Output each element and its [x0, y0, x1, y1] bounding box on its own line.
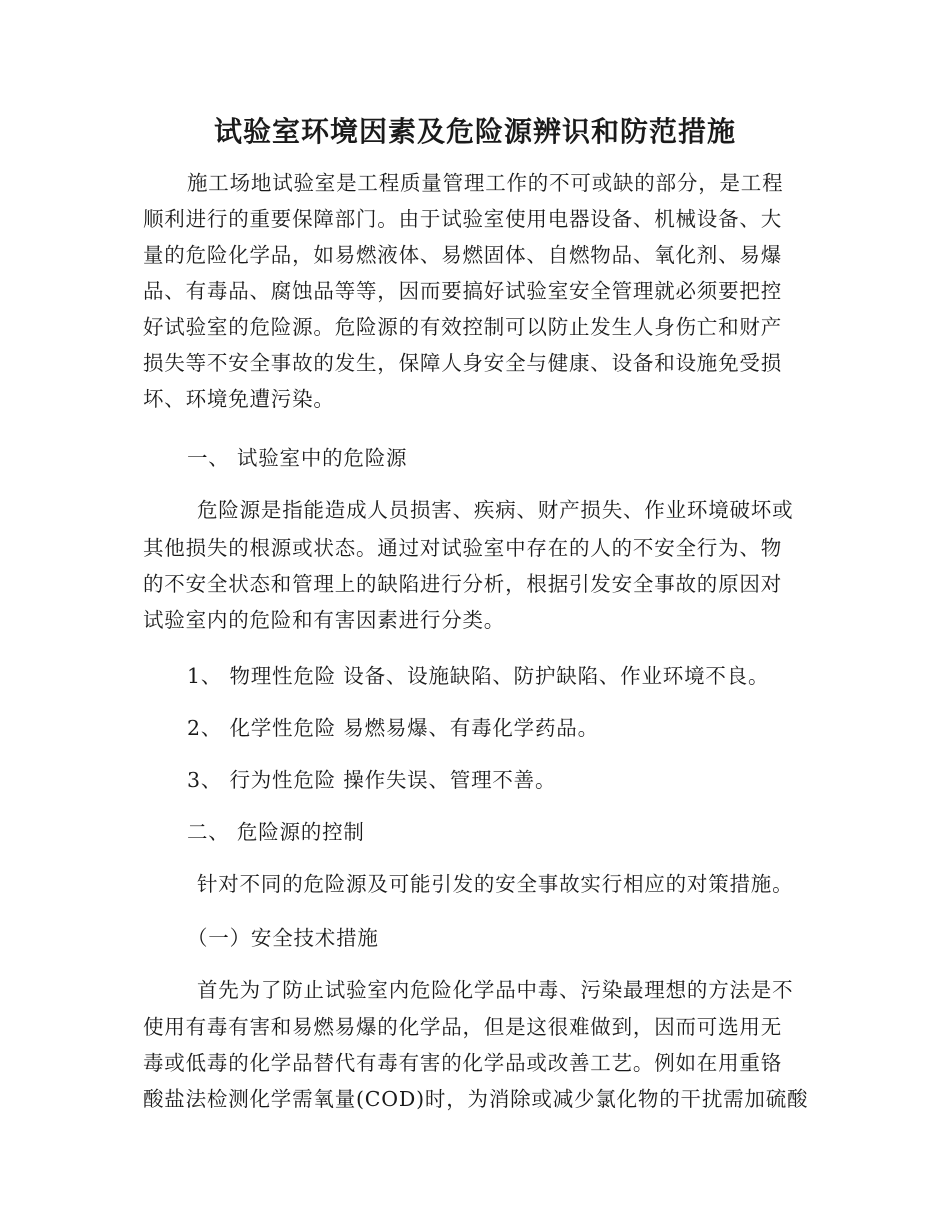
- intro-line-5: 好试验室的危险源。危险源的有效控制可以防止发生人身伤亡和财产: [143, 315, 782, 339]
- intro-line-4: 品、有毒品、腐蚀品等等，因而要搞好试验室安全管理就必须要把控: [143, 279, 782, 303]
- intro-line-6: 损失等不安全事故的发生，保障人身安全与健康、设备和设施免受损: [143, 351, 782, 375]
- section-1-line-1: 危险源是指能造成人员损害、疾病、财产损失、作业环境破坏或: [197, 498, 794, 522]
- section-2-intro: 针对不同的危险源及可能引发的安全事故实行相应的对策措施。: [197, 872, 794, 896]
- subsection-1-line-2: 使用有毒有害和易燃易爆的化学品，但是这很难做到，因而可选用无: [143, 1015, 782, 1039]
- intro-line-1: 施工场地试验室是工程质量管理工作的不可或缺的部分，是工程: [187, 171, 784, 195]
- hazard-item-3: 3、 行为性危险 操作失误、管理不善。: [187, 768, 557, 792]
- hazard-item-1: 1、 物理性危险 设备、设施缺陷、防护缺陷、作业环境不良。: [187, 664, 770, 688]
- intro-line-7: 坏、环境免遭污染。: [143, 387, 335, 411]
- intro-line-3: 量的危险化学品，如易燃液体、易燃固体、自燃物品、氧化剂、易爆: [143, 243, 782, 267]
- section-1-line-4: 试验室内的危险和有害因素进行分类。: [143, 608, 506, 632]
- section-1-line-2: 其他损失的根源或状态。通过对试验室中存在的人的不安全行为、物: [143, 536, 782, 560]
- subsection-1-line-1: 首先为了防止试验室内危险化学品中毒、污染最理想的方法是不: [197, 978, 794, 1002]
- section-1-heading: 一、 试验室中的危险源: [187, 446, 408, 470]
- hazard-item-2: 2、 化学性危险 易燃易爆、有毒化学药品。: [187, 716, 599, 740]
- section-1-line-3: 的不安全状态和管理上的缺陷进行分析，根据引发安全事故的原因对: [143, 572, 782, 596]
- section-2-heading: 二、 危险源的控制: [187, 820, 365, 844]
- intro-line-2: 顺利进行的重要保障部门。由于试验室使用电器设备、机械设备、大: [143, 207, 782, 231]
- subsection-1-line-3: 毒或低毒的化学品替代有毒有害的化学品或改善工艺。例如在用重铬: [143, 1051, 782, 1075]
- subsection-1-heading: （一）安全技术措施: [187, 926, 379, 950]
- document-title: 试验室环境因素及危险源辨识和防范措施: [213, 115, 736, 148]
- subsection-1-line-4: 酸盐法检测化学需氧量(COD)时，为消除或减少氯化物的干扰需加硫酸: [143, 1087, 809, 1111]
